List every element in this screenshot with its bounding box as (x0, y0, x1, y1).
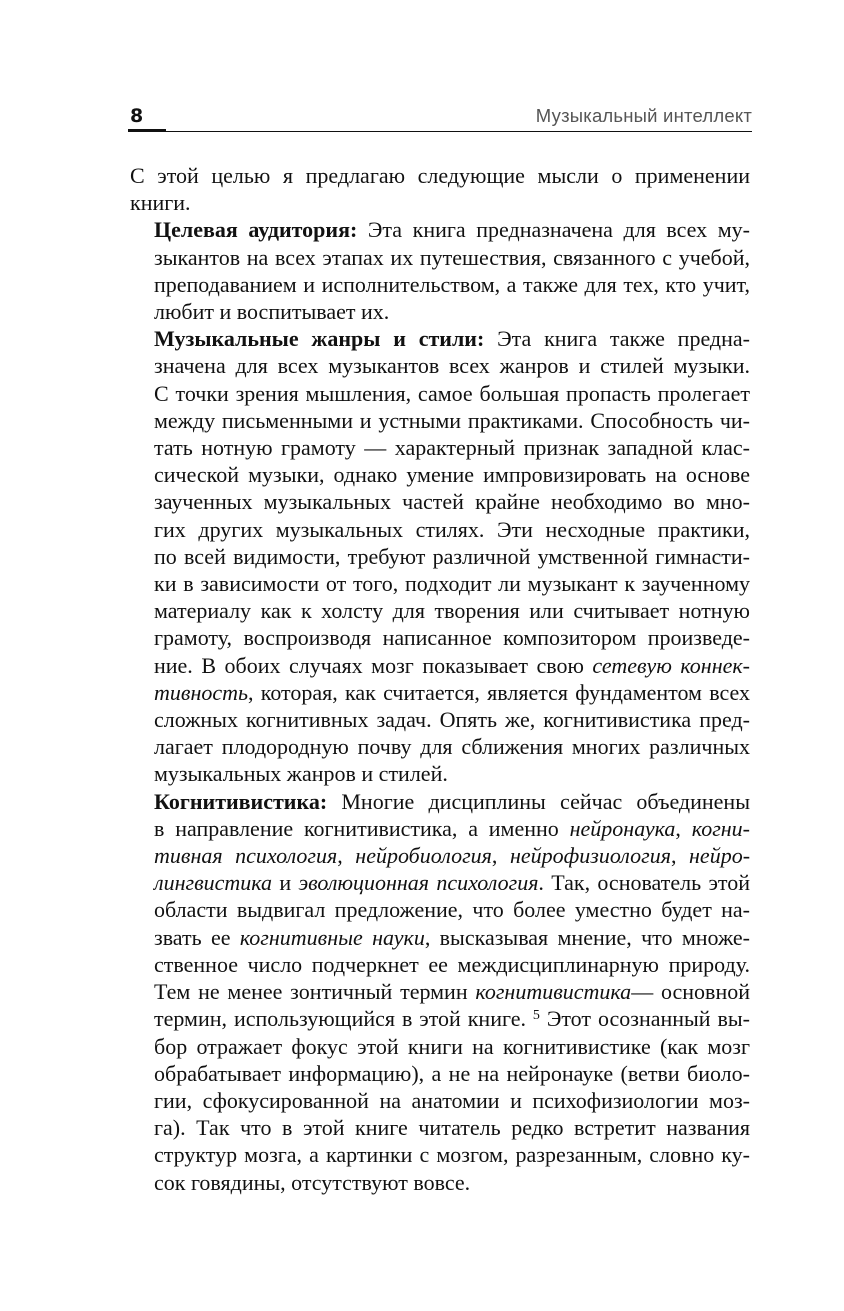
text-line: тать нотную грамоту — характерный признак западной клас- (154, 435, 750, 461)
text-run: , (675, 815, 692, 841)
text-run: — основной (631, 979, 750, 1005)
body-text (130, 162, 750, 1196)
text-line: сической музыки, однако умение импровизировать на основе (154, 462, 750, 488)
text-line: лагает плодородную почву для сближения многих различных (154, 734, 750, 760)
page-number: 8 (130, 105, 144, 127)
text-line: структур мозга, а картинки с мозгом, разрезанным, словно ку- (154, 1142, 750, 1168)
term-target-audience: Целевая аудитория: (154, 217, 358, 243)
text-line: книги. (130, 190, 191, 216)
intro-paragraph (130, 162, 750, 216)
italic-term: когнитивистика (475, 979, 632, 1005)
text-line (130, 679, 750, 706)
text-line: ственное число подчеркнет ее междисциплинарную природу. (154, 951, 750, 977)
text-line: обрабатывает информацию), а не на нейронауке (ветви биоло- (154, 1060, 750, 1086)
text-line (130, 788, 750, 815)
italic-term: нейронаука (569, 815, 676, 841)
text-line (130, 216, 750, 243)
text-line: преподаванием и исполнительством, а также для тех, кто учит, (154, 271, 750, 297)
italic-term: эволюционная психология (298, 870, 539, 896)
text-run: термин, использующийся в этой книге. (154, 1006, 533, 1032)
text-run: . Так, основатель этой (538, 870, 750, 896)
text-run: в направление когнитивистика, а именно (154, 815, 570, 841)
text-line: гии, сфокусированной на анатомии и психофизиологии моз- (154, 1087, 750, 1113)
italic-term: нейро- (689, 843, 751, 869)
page-header (128, 104, 752, 134)
text-line (130, 869, 750, 896)
term-genres-styles: Музыкальные жанры и стили: (154, 326, 485, 352)
text-line: С этой целью я предлагаю следующие мысли о применении (130, 163, 750, 188)
text-line (130, 1005, 750, 1032)
text-run: , высказывая мнение, что множе- (424, 924, 750, 950)
italic-term: когни- (691, 815, 751, 841)
text-run: , которая, как считается, является фундаментом всех (248, 679, 750, 705)
header-rule (128, 131, 752, 132)
italic-term: нейрофизиология (509, 843, 671, 869)
text-line: области выдвигал предложение, что более уместно будет на- (154, 897, 750, 923)
text-run: Эта книга также предна- (484, 326, 750, 352)
italic-term: сетевую коннек- (592, 652, 751, 678)
running-head: Музыкальный интеллект (535, 105, 752, 126)
text-line (130, 842, 750, 869)
text-run: , (670, 843, 690, 869)
text-run: звать ее (154, 924, 240, 950)
text-run: , (337, 843, 356, 869)
text-line (130, 652, 750, 679)
text-line: любит и воспитывает их. (154, 299, 390, 325)
text-line (130, 815, 750, 842)
italic-term: нейробиология (355, 843, 492, 869)
text-run: и (272, 870, 299, 896)
italic-term: тивная психология (154, 843, 338, 869)
text-line (130, 325, 750, 352)
text-line (130, 924, 750, 951)
text-line: между письменными и устными практиками. Способность чи- (154, 407, 750, 433)
text-line: музыкальных жанров и стилей. (154, 761, 448, 787)
text-run: Тем не менее зонтичный термин (154, 979, 476, 1005)
text-line: гих других музыкальных стилях. Эти несходные практики, (154, 516, 750, 542)
term-cognitive-science: Когнитивистика: (154, 788, 328, 814)
text-line: сложных когнитивных задач. Опять же, когнитивистика пред- (154, 707, 750, 733)
text-line: значена для всех музыкантов всех жанров и стилей музыки. (154, 353, 750, 379)
text-line: ки в зависимости от того, подходит ли музыкант к заученному (154, 571, 750, 597)
paragraph-genres-styles (130, 325, 750, 787)
text-run: Многие дисциплины сейчас объединены (327, 788, 750, 814)
text-line (130, 978, 750, 1005)
text-line: С точки зрения мышления, самое большая пропасть пролегает (154, 380, 750, 406)
text-line: материалу как к холсту для творения или считывает нотную (154, 598, 750, 624)
text-line: грамоту, воспроизводя написанное композитором произведе- (154, 625, 750, 651)
italic-term: тивность (154, 679, 249, 705)
italic-term: лингвистика (154, 870, 273, 896)
text-line: га). Так что в этой книге читатель редко встретит названия (154, 1115, 750, 1141)
text-line: бор отражает фокус этой книги на когнитивистике (как мозг (154, 1033, 750, 1059)
text-line: заученных музыкальных частей крайне необходимо во мно- (154, 489, 750, 515)
text-run: Этот осознанный вы- (539, 1006, 751, 1032)
page-number-underline (128, 129, 166, 132)
paragraph-target-audience (130, 216, 750, 325)
footnote-reference[interactable]: 5 (532, 1008, 540, 1024)
text-line: сок говядины, отсутствуют вовсе. (154, 1169, 471, 1195)
italic-term: когнитивные науки (239, 924, 425, 950)
paragraph-cognitive-science (130, 788, 750, 1196)
text-line: зыкантов на всех этапах их путешествия, связанного с учебой, (154, 244, 750, 270)
text-run: ние. В обоих случаях мозг показывает свою (154, 652, 593, 678)
text-run: , (491, 843, 510, 869)
text-run: Эта книга предназначена для всех му- (357, 217, 750, 243)
text-line: по всей видимости, требуют различной умственной гимнасти- (154, 543, 750, 569)
